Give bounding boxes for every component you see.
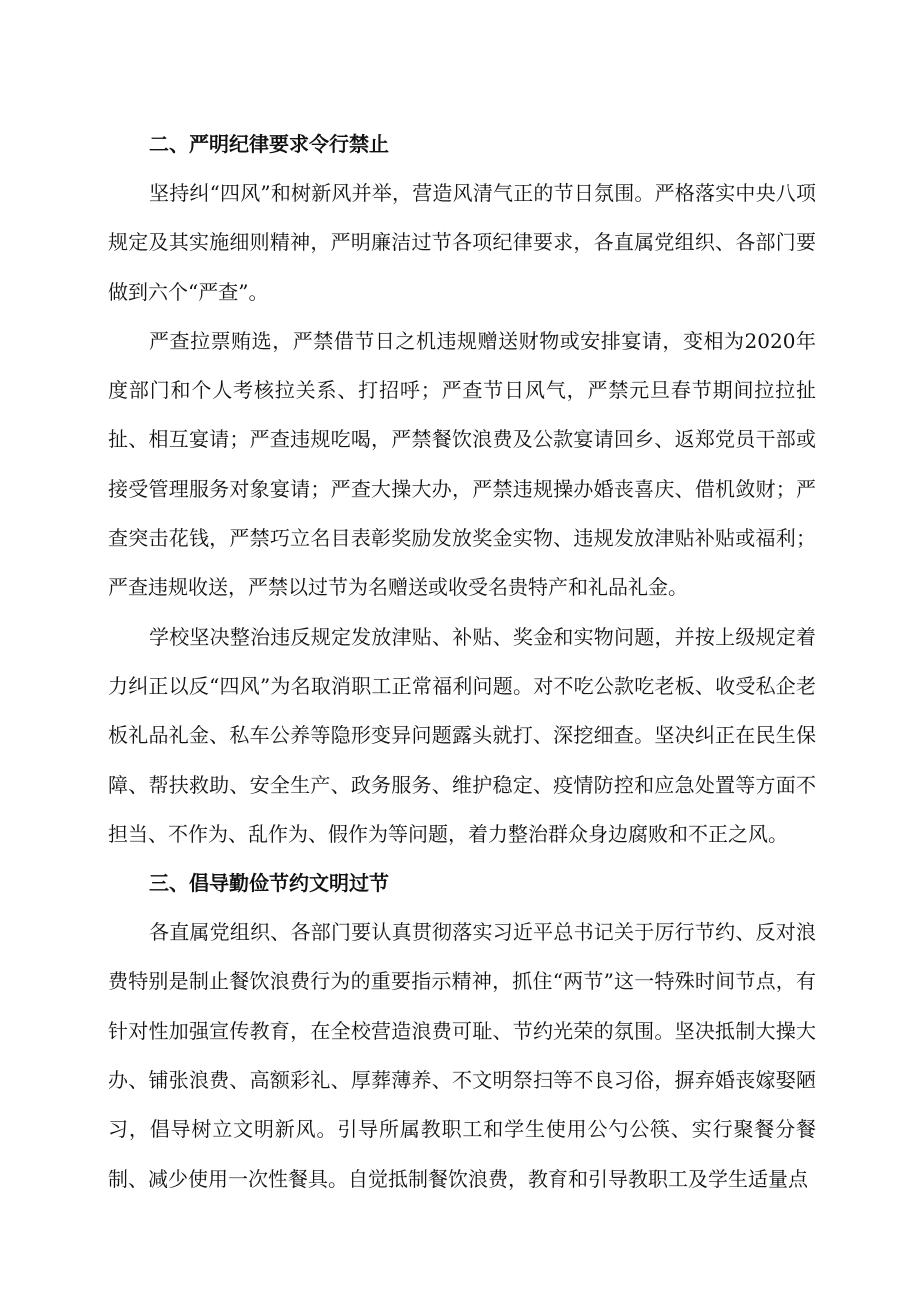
document-body: [108, 120, 816, 1204]
section-heading-discipline: 二、严明纪律要求令行禁止: [149, 132, 389, 156]
section-heading-frugality: 三、倡导勤俭节约文明过节: [149, 871, 389, 896]
paragraph-frugal-festival: 各直属党组织、各部门要认真贯彻落实习近平总书记关于厉行节约、反对浪费特别是制止餐饮浪费行为的重要指示精神，抓住“两节”这一特殊时间节点，有针对性加强宣传教育，在全校营造浪费可耻、节约光荣的氛围。坚决抵制大操大办、铺张浪费、高额彩礼、厚葬薄养、不文明祭扫等不良习俗，摒弃婚丧嫁娶陋习，倡导树立文明新风。引导所属教职工和学生使用公勺公筷、实行聚餐分餐制、减少使用一次性餐具。自觉抵制餐饮浪费，教育和引导教职工及学生适量点: [108, 920, 816, 1191]
paragraph-six-checks: 严查拉票贿选，严禁借节日之机违规赠送财物或安排宴请，变相为2020年度部门和个人考核拉关系、打招呼；严查节日风气，严禁元旦春节期间拉拉扯扯、相互宴请；严查违规吃喝，严禁餐饮浪费及公款宴请回乡、返郑党员干部或接受管理服务对象宴请；严查大操大办，严禁违规操办婚丧喜庆、借机敛财；严查突击花钱，严禁巧立名目表彰奖励发放奖金实物、违规发放津贴补贴或福利；严查违规收送，严禁以过节为名赠送或收受名贵特产和礼品礼金。: [108, 328, 816, 600]
paragraph-four-winds: 坚持纠“四风”和树新风并举，营造风清气正的节日氛围。严格落实中央八项规定及其实施细则精神，严明廉洁过节各项纪律要求，各直属党组织、各部门要做到六个“严查”。: [108, 181, 816, 304]
paragraph-school-rectification: 学校坚决整治违反规定发放津贴、补贴、奖金和实物问题，并按上级规定着力纠正以反“四风”为名取消职工正常福利问题。对不吃公款吃老板、收受私企老板礼品礼金、私车公养等隐形变异问题露头就打、深挖细查。坚决纠正在民生保障、帮扶救助、安全生产、政务服务、维护稳定、疫情防控和应急处置等方面不担当、不作为、乱作为、假作为等问题，着力整治群众身边腐败和不正之风。: [108, 624, 816, 846]
